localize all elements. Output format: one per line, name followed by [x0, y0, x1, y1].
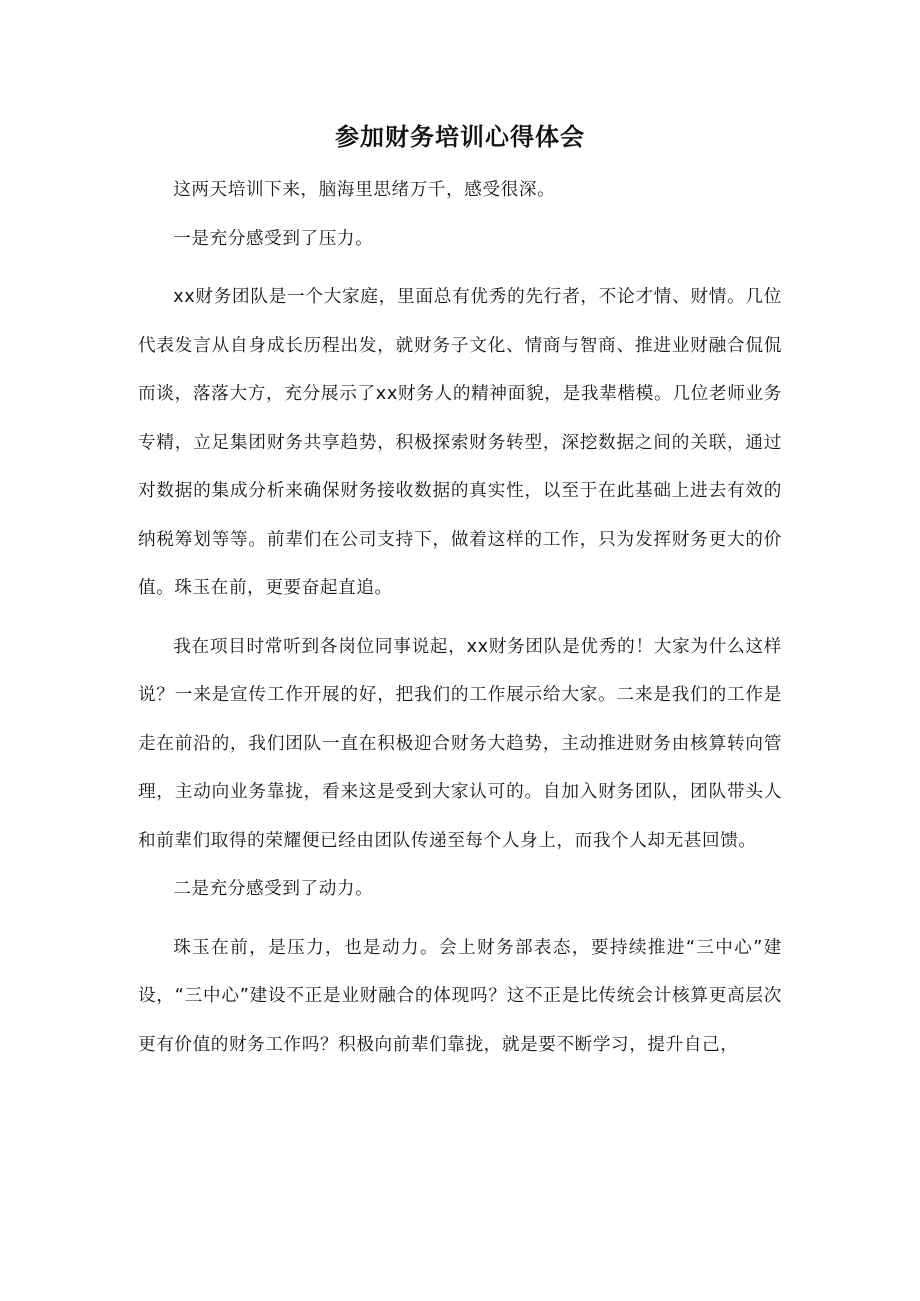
paragraph-motivation: 珠玉在前，是压力，也是动力。会上财务部表态，要持续推进“三中心”建设，“三中心”建设不正是业财融合的体现吗？这不正是比传统会计核算更高层次更有价值的财务工作吗？积极向前辈们靠拢，就是要不断学习，提升自己， [138, 937, 782, 1055]
page-title: 参加财务培训心得体会 [335, 123, 585, 151]
paragraph-intro: 这两天培训下来，脑海里思绪万千，感受很深。 [173, 180, 556, 200]
paragraph-project-feedback: 我在项目时常听到各岗位同事说起，xx财务团队是优秀的！大家为什么这样说？一来是宣传工作开展的好，把我们的工作展示给大家。二来是我们的工作是走在前沿的，我们团队一直在积极迎合财务大趋势，主动推进财务由核算转向管理，主动向业务靠拢，看来这是受到大家认可的。自加入财务团队，团队带头人和前辈们取得的荣耀便已经由团队传递至每个人身上，而我个人却无甚回馈。 [138, 636, 782, 851]
paragraph-team-description: xx财务团队是一个大家庭，里面总有优秀的先行者，不论才情、财情。几位代表发言从自身成长历程出发，就财务子文化、情商与智商、推进业财融合侃侃而谈，落落大方，充分展示了xx财务人的精神面貌，是我辈楷模。几位老师业务专精，立足集团财务共享趋势，积极探索财务转型，深挖数据之间的关联，通过对数据的集成分析来确保财务接收数据的真实性，以至于在此基础上进去有效的纳税筹划等等。前辈们在公司支持下，做着这样的工作，只为发挥财务更大的价值。珠玉在前，更要奋起直追。 [138, 287, 782, 598]
paragraph-point-two-heading: 二是充分感受到了动力。 [173, 879, 374, 899]
document-page [138, 0, 782, 1069]
paragraph-point-one-heading: 一是充分感受到了压力。 [173, 228, 374, 249]
